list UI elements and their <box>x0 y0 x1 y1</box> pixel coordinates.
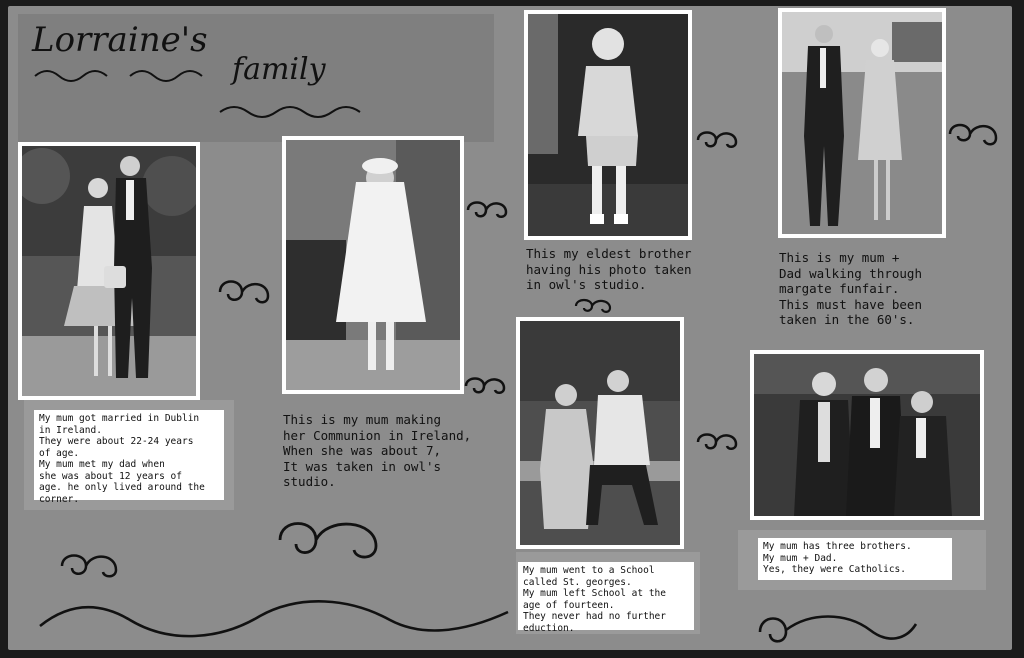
caption-line: This is my mum + <box>779 250 900 265</box>
caption-line: called St. georges. <box>523 576 632 588</box>
caption-line: Yes, they were Catholics. <box>763 564 906 575</box>
caption-line: corner. <box>39 493 80 505</box>
caption-line: This my eldest brother <box>526 246 692 261</box>
communion-caption <box>283 412 503 490</box>
swirl-icon <box>692 428 742 456</box>
couple-walking-icon <box>782 12 942 234</box>
swirl-icon <box>56 546 126 582</box>
caption-line: age of fourteen. <box>523 599 615 611</box>
photo-bench <box>516 317 684 549</box>
photo-brothers <box>750 350 984 520</box>
photo-margate <box>778 8 946 238</box>
caption-line: age. he only lived around the <box>39 482 205 493</box>
margate-caption <box>779 250 999 328</box>
long-swirl-icon <box>36 596 516 642</box>
photo-brother <box>524 10 692 240</box>
caption-line: My mum got married in Dublin <box>39 413 200 424</box>
caption-line: My mum + Dad. <box>763 552 838 564</box>
swirl-icon <box>570 294 620 316</box>
caption-line: she was about 12 years of <box>39 470 182 482</box>
caption-line: They were about 22-24 years <box>39 436 194 447</box>
mum-on-bench-icon <box>520 321 680 545</box>
swirl-icon <box>944 118 1008 148</box>
caption-line: taken in the 60's. <box>779 312 915 327</box>
caption-line: of age. <box>39 447 80 459</box>
caption-line: This must have been <box>779 296 922 312</box>
swirl-icon <box>462 196 512 224</box>
caption-line: This is my mum making <box>283 412 442 427</box>
caption-line: having his photo taken <box>526 261 692 277</box>
brothers-caption-card <box>758 538 952 580</box>
wedding-caption-card <box>34 410 224 505</box>
title-line-1: Lorraine's <box>32 20 208 60</box>
school-caption-card <box>518 562 694 634</box>
title-squiggle-icon <box>30 62 490 122</box>
swirl-icon <box>692 126 742 154</box>
long-swirl-icon <box>754 604 924 644</box>
caption-line: My mum left School at the <box>523 588 666 599</box>
caption-line: My mum has three brothers. <box>763 541 912 552</box>
caption-line: It was taken in owl's <box>283 458 442 474</box>
caption-line: her Communion in Ireland, <box>283 427 472 443</box>
brother-caption <box>526 246 746 293</box>
caption-line: in Ireland. <box>39 424 102 436</box>
title-line-2: family <box>232 52 326 87</box>
caption-line: My mum met my dad when <box>39 459 165 470</box>
caption-line: Dad walking through <box>779 265 922 281</box>
caption-line: eduction. <box>523 622 575 634</box>
swirl-icon <box>272 510 402 560</box>
swirl-icon <box>460 372 510 400</box>
caption-line: in owl's studio. <box>526 277 647 292</box>
three-men-icon <box>754 354 980 516</box>
caption-line: studio. <box>283 474 336 489</box>
communion-girl-icon <box>286 140 460 390</box>
photo-communion <box>282 136 464 394</box>
wedding-couple-icon <box>22 146 196 396</box>
caption-line: margate funfair. <box>779 281 900 296</box>
boy-studio-icon <box>528 14 688 236</box>
swirl-icon <box>214 272 278 306</box>
caption-line: My mum went to a School <box>523 565 655 576</box>
photo-wedding <box>18 142 200 400</box>
caption-line: When she was about 7, <box>283 443 442 458</box>
caption-line: They never had no further <box>523 611 666 622</box>
